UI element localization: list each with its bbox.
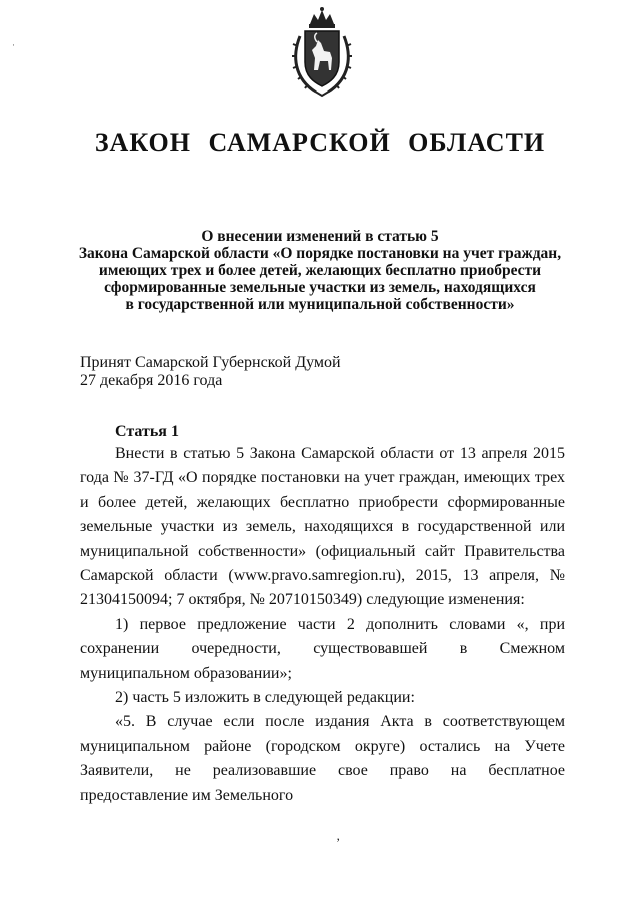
article-paragraph: Внести в статью 5 Закона Самарской области от 13 апреля 2015 года № 37-ГД «О порядке постановки на учет граждан, имеющих трех и более детей, желающих бесплатно приобрести сформированные земельные участки из земель, находящихся в государственной или муниципальной собственности» (официальный сайт Правительства Самарской области (www.pravo.samregion.ru), 2015, 13 апреля, № 21304150094; 7 октября, № 20710150349) следующие изменения: — [80, 445, 565, 609]
article-paragraph: 1) первое предложение части 2 дополнить словами «, при сохранении очередности, существовавшей в Смежном муниципальном образовании»; — [80, 615, 565, 682]
article-heading: Статья 1 — [115, 423, 179, 440]
adoption-line: Принят Самарской Губернской Думой — [80, 354, 341, 371]
adoption-block — [80, 354, 480, 390]
samara-coat-of-arms-icon — [290, 6, 354, 98]
subtitle-line: имеющих трех и более детей, желающих бесплатно приобрести — [98, 262, 542, 279]
article-body — [80, 442, 565, 808]
bottom-mark: ‚ — [336, 828, 341, 843]
subtitle-line: Закона Самарской области «О порядке постановки на учет граждан, — [78, 245, 562, 262]
law-title: ЗАКОН САМАРСКОЙ ОБЛАСТИ — [94, 128, 546, 157]
subtitle-line: в государственной или муниципальной собственности» — [125, 296, 515, 313]
article-paragraph: 2) часть 5 изложить в следующей редакции: — [115, 689, 415, 707]
subtitle-line: сформированные земельные участки из земель, находящихся — [104, 279, 536, 296]
margin-tick: · — [12, 40, 15, 50]
article-paragraph: «5. В случае если после издания Акта в соответствующем муниципальном районе (городском округе) остались на Учете Заявители, не реализовавшие свое право на бесплатное предоставление им Земельного — [80, 713, 565, 804]
subtitle-line: О внесении изменений в статью 5 — [201, 228, 439, 245]
law-subtitle — [60, 228, 580, 313]
adoption-date: 27 декабря 2016 года — [80, 372, 223, 389]
